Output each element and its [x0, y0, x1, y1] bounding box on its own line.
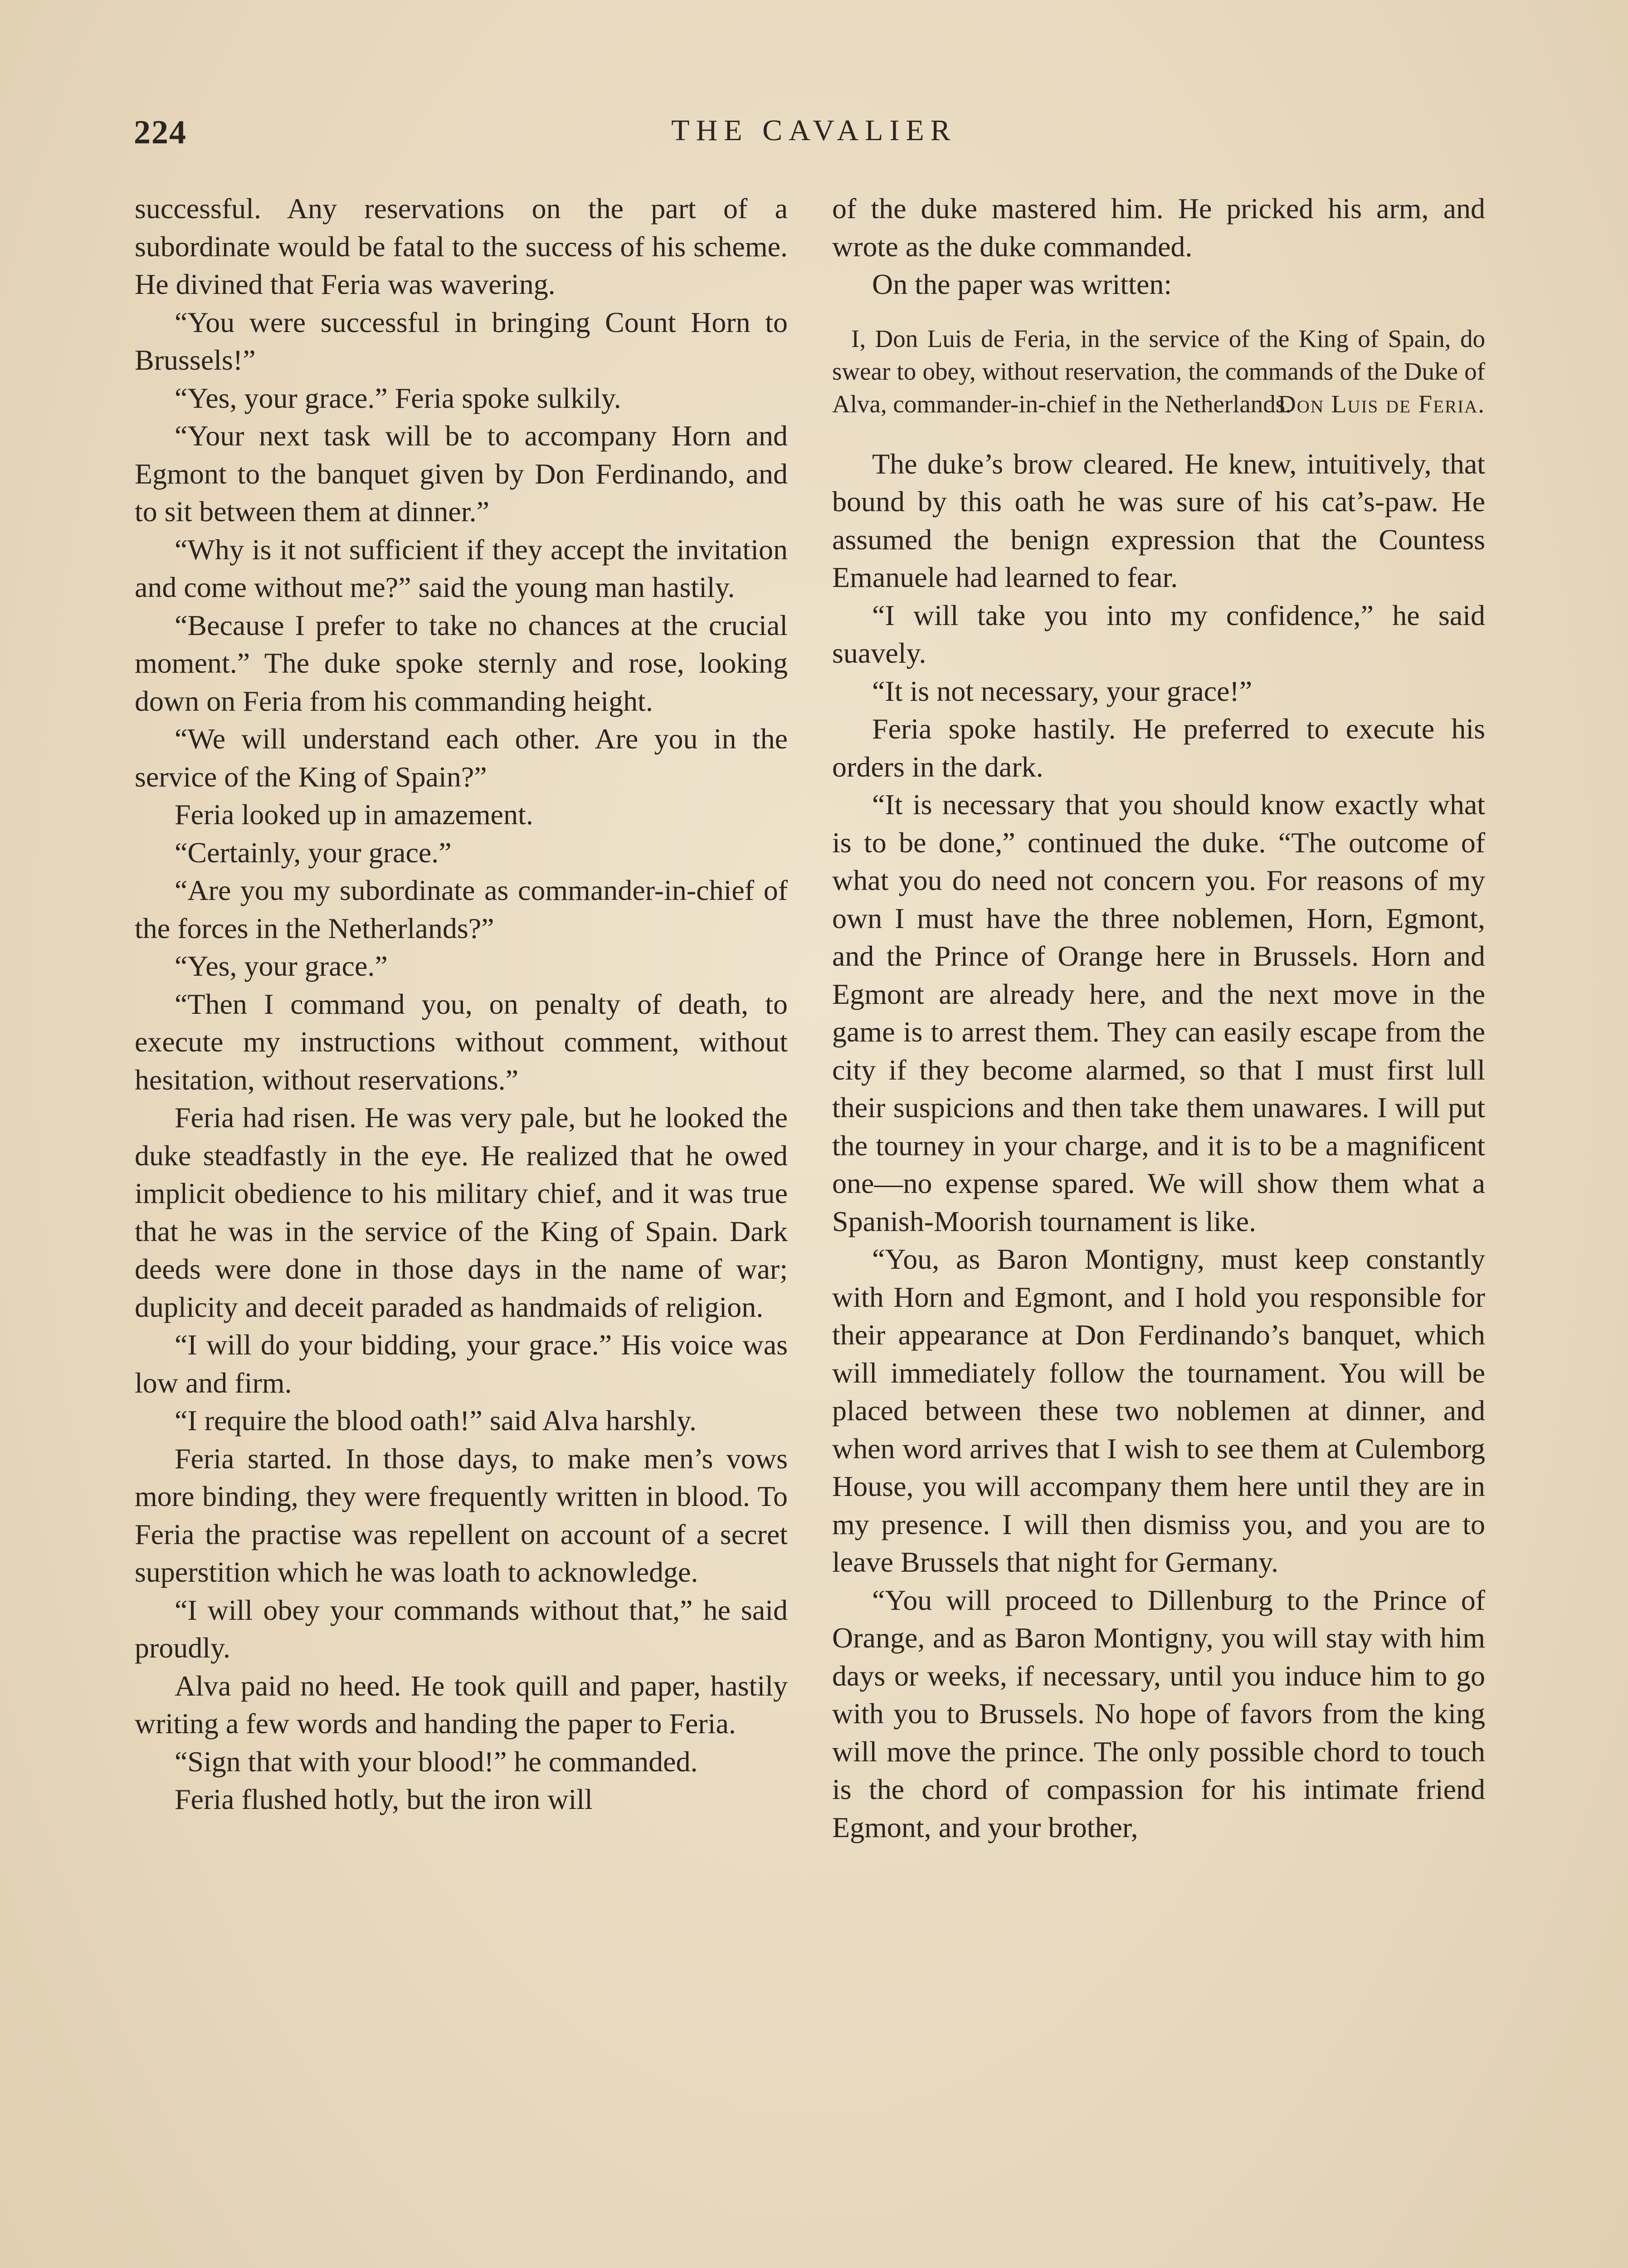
paragraph: “Then I command you, on penalty of death, to execute my instructions without comment, without hesitation, without reservations.” [135, 987, 788, 1096]
paragraph: “Are you my subordinate as commander-in-chief of the forces in the Netherlands?” [135, 874, 788, 944]
paragraph: Feria flushed hotly, but the iron will [175, 1783, 593, 1815]
page-number: 224 [134, 114, 187, 151]
paragraph: successful. Any reservations on the part of a subordinate would be fatal to the success of his scheme. He divined that Feria was wavering. [135, 192, 788, 300]
right-column-top [832, 190, 1485, 303]
paragraph: “We will understand each other. Are you in the service of the King of Spain?” [135, 723, 788, 793]
paragraph: “Why is it not sufficient if they accept the invitation and come without me?” said the young man hastily. [135, 533, 788, 603]
paragraph: On the paper was written: [872, 268, 1172, 300]
paragraph: “You were successful in bringing Count Horn to Brussels!” [135, 306, 788, 376]
running-head: THE CAVALIER [671, 114, 957, 147]
blood-oath-block [832, 323, 1485, 420]
paragraph: “You will proceed to Dillenburg to the Prince of Orange, and as Baron Montigny, you will stay with him days or weeks, if necessary, until you induce him to go with you to Brussels. No hope of favors from the king will move the prince. The only possible chord to touch is the chord of compassion for his intimate friend Egmont, and your brother, [832, 1584, 1485, 1843]
oath-signature: Don Luis de Feria. [1277, 390, 1485, 418]
paragraph: “It is not necessary, your grace!” [872, 675, 1253, 707]
paragraph: “Yes, your grace.” Feria spoke sulkily. [175, 381, 621, 414]
left-column [135, 190, 788, 1818]
paragraph: Feria had risen. He was very pale, but he looked the duke steadfastly in the eye. He realized that he owed implicit obedience to his military chief, and it was true that he was in the service of the King of Spain. Dark deeds were done in those days in the name of war; duplicity and deceit paraded as handmaids of religion. [135, 1101, 788, 1323]
paragraph: “You, as Baron Montigny, must keep constantly with Horn and Egmont, and I hold you responsible for their appearance at Don Ferdinando’s banquet, which will immediately follow the tournament. You will be placed between these two noblemen at dinner, and when word arrives that I wish to see them at Culemborg House, you will accompany them here until they are in my presence. I will then dismiss you, and you are to leave Brussels that night for Germany. [832, 1243, 1485, 1578]
paragraph: “I require the blood oath!” said Alva harshly. [175, 1404, 697, 1437]
oath-text: I, Don Luis de Feria, in the service of the King of Spain, do swear to obey, without reservation, the commands of the Duke of Alva, commander-in-chief in the Netherlands. [832, 324, 1485, 418]
paragraph: The duke’s brow cleared. He knew, intuitively, that bound by this oath he was sure of his cat’s-paw. He assumed the benign expression that the Countess Emanuele had learned to fear. [832, 447, 1485, 593]
paragraph: “Yes, your grace.” [175, 950, 388, 982]
paragraph: “Certainly, your grace.” [175, 836, 452, 869]
paragraph: “I will obey your commands without that,” he said proudly. [135, 1593, 788, 1664]
paragraph: Feria started. In those days, to make men’s vows more binding, they were frequently written in blood. To Feria the practise was repellent on account of a secret superstition which he was loath to acknowledge. [135, 1442, 788, 1588]
paragraph: “Sign that with your blood!” he commanded. [175, 1745, 698, 1778]
paragraph: Alva paid no heed. He took quill and paper, hastily writing a few words and handing the paper to Feria. [135, 1669, 788, 1740]
page-header [134, 113, 1494, 163]
paragraph: Feria spoke hastily. He preferred to execute his orders in the dark. [832, 713, 1485, 783]
paragraph: “I will do your bidding, your grace.” His voice was low and firm. [135, 1329, 788, 1399]
paragraph: “Your next task will be to accompany Horn and Egmont to the banquet given by Don Ferdinando, and to sit between them at dinner.” [135, 420, 788, 528]
paragraph: of the duke mastered him. He pricked his arm, and wrote as the duke commanded. [832, 192, 1485, 263]
paragraph: “Because I prefer to take no chances at the crucial moment.” The duke spoke sternly and rose, looking down on Feria from his commanding height. [135, 609, 788, 717]
right-column-bottom [832, 445, 1485, 1847]
paragraph: “It is necessary that you should know exactly what is to be done,” continued the duke. “The outcome of what you do need not concern you. For reasons of my own I must have the three noblemen, Horn, Egmont, and the Prince of Orange here in Brussels. Horn and Egmont are already here, and the next move in the game is to arrest them. They can easily escape from the city if they become alarmed, so that I must first lull their suspicions and then take them unawares. I will put the tourney in your charge, and it is to be a magnificent one—no expense spared. We will show them what a Spanish-Moorish tournament is like. [832, 788, 1485, 1237]
paragraph: Feria looked up in amazement. [175, 798, 533, 831]
paragraph: “I will take you into my confidence,” he said suavely. [832, 599, 1485, 669]
right-column [832, 190, 1485, 1846]
